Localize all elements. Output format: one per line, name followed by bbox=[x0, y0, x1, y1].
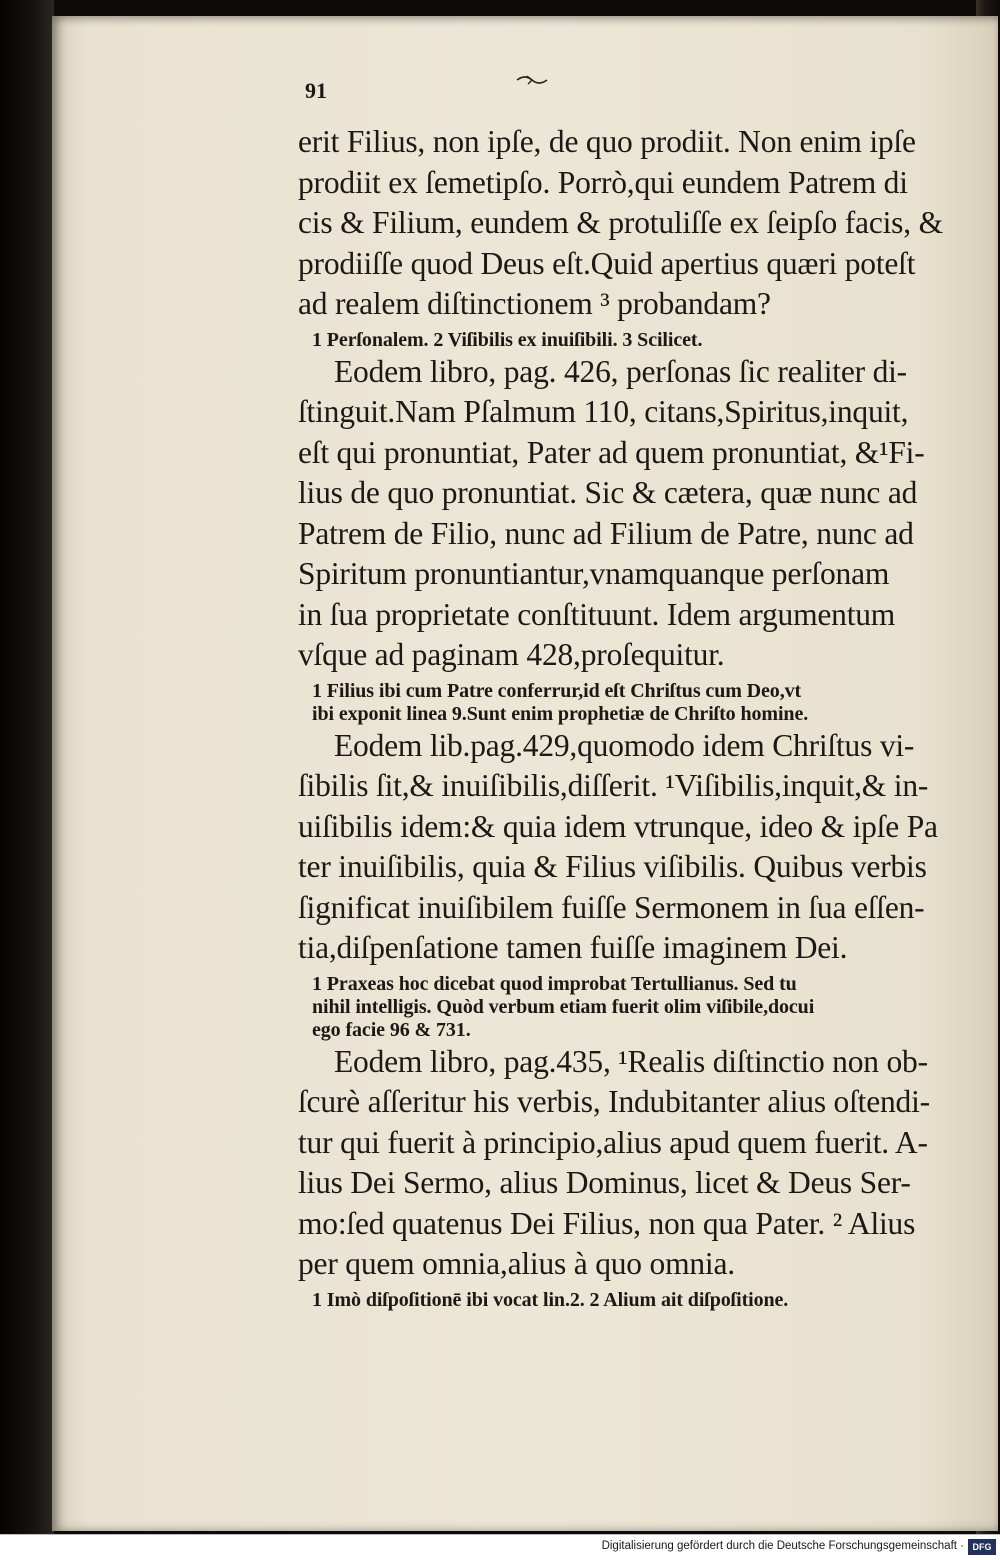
footnote-line: 1 Filius ibi cum Patre conferrur,id eſt Chriſtus cum Deo,vt bbox=[312, 679, 802, 702]
footnote-line: 1 Imò diſpoſitionē ibi vocat lin.2. 2 Alium ait diſpoſitione. bbox=[312, 1288, 789, 1311]
footnote-line: nihil intelligis. Quòd verbum etiam fuerit olim viſibile,docui bbox=[312, 995, 815, 1018]
text-line: prodiiſſe quod Deus eſt.Quid apertius quæri poteſt bbox=[298, 245, 916, 281]
text-line: ter inuiſibilis, quia & Filius viſibilis. Quibus verbis bbox=[298, 849, 927, 884]
text-line: ſignificat inuiſibilem fuiſſe Sermonem in ſua eſſen- bbox=[298, 889, 925, 925]
text-line: erit Filius, non ipſe, de quo prodiit. Non enim ipſe bbox=[298, 124, 916, 159]
text-line: ſcurè aſſeritur his verbis, Indubitanter alius oſtendi- bbox=[298, 1084, 930, 1119]
book-binding-left bbox=[0, 0, 54, 1535]
text-line: tia,diſpenſatione tamen fuiſſe imaginem Dei. bbox=[298, 930, 848, 965]
page-text bbox=[298, 122, 980, 1312]
footnote-line: 1 Perſonalem. 2 Viſibilis ex inuiſibili. 3 Scilicet. bbox=[312, 328, 703, 351]
text-line: per quem omnia,alius à quo omnia. bbox=[298, 1246, 735, 1281]
paragraph-first-line: Eodem libro, pag.435, ¹Realis diſtinctio non ob- bbox=[334, 1043, 928, 1079]
text-line: vſque ad paginam 428,proſequitur. bbox=[298, 637, 725, 672]
text-line: lius de quo pronuntiat. Sic & cætera, quæ nunc ad bbox=[298, 475, 918, 510]
text-line: uiſibilis idem:& quia idem vtrunque, ideo & ipſe Pa bbox=[298, 808, 938, 844]
text-line: eſt qui pronuntiat, Pater ad quem pronuntiat, &¹Fi- bbox=[298, 434, 925, 470]
text-line: lius Dei Sermo, alius Dominus, licet & Deus Ser- bbox=[298, 1165, 911, 1200]
page-number: 91 bbox=[305, 78, 327, 103]
text-line: in ſua proprietate conſtituunt. Idem argumentum bbox=[298, 596, 896, 632]
text-line: prodiit ex ſemetipſo. Porrò,qui eundem Patrem di bbox=[298, 164, 908, 200]
text-line: tur qui fuerit à principio,alius apud quem fuerit. A- bbox=[298, 1124, 928, 1160]
text-line: Patrem de Filio, nunc ad Filium de Patre, nunc ad bbox=[298, 515, 914, 551]
ornament-icon bbox=[515, 72, 549, 88]
paragraph-first-line: Eodem lib.pag.429,quomodo idem Chriſtus vi- bbox=[334, 727, 915, 763]
text-line: mo:ſed quatenus Dei Filius, non qua Pater. ² Alius bbox=[298, 1205, 916, 1241]
footnote-line: 1 Praxeas hoc dicebat quod improbat Tertullianus. Sed tu bbox=[312, 972, 797, 995]
text-line: ad realem diſtinctionem ³ probandam? bbox=[298, 286, 771, 321]
digitization-credit: Digitalisierung gefördert durch die Deutsche Forschungsgemeinschaft · bbox=[601, 1540, 964, 1552]
text-line: Spiritum pronuntiantur,vnamquanque perſonam bbox=[298, 556, 890, 591]
text-line: cis & Filium, eundem & protuliſſe ex ſeipſo facis, & bbox=[298, 205, 943, 240]
footnote-line: ego facie 96 & 731. bbox=[312, 1018, 471, 1041]
text-line: ſibilis ſit,& inuiſibilis,diſſerit. ¹Viſibilis,inquit,& in- bbox=[298, 768, 929, 803]
digitization-footer bbox=[0, 1534, 1000, 1560]
dfg-logo: DFG bbox=[968, 1539, 996, 1555]
footnote-line: ibi exponit linea 9.Sunt enim prophetiæ de Chriſto homine. bbox=[312, 702, 809, 725]
paragraph-first-line: Eodem libro, pag. 426, perſonas ſic realiter di- bbox=[334, 353, 907, 389]
text-line: ſtinguit.Nam Pſalmum 110, citans,Spiritus,inquit, bbox=[298, 394, 909, 429]
